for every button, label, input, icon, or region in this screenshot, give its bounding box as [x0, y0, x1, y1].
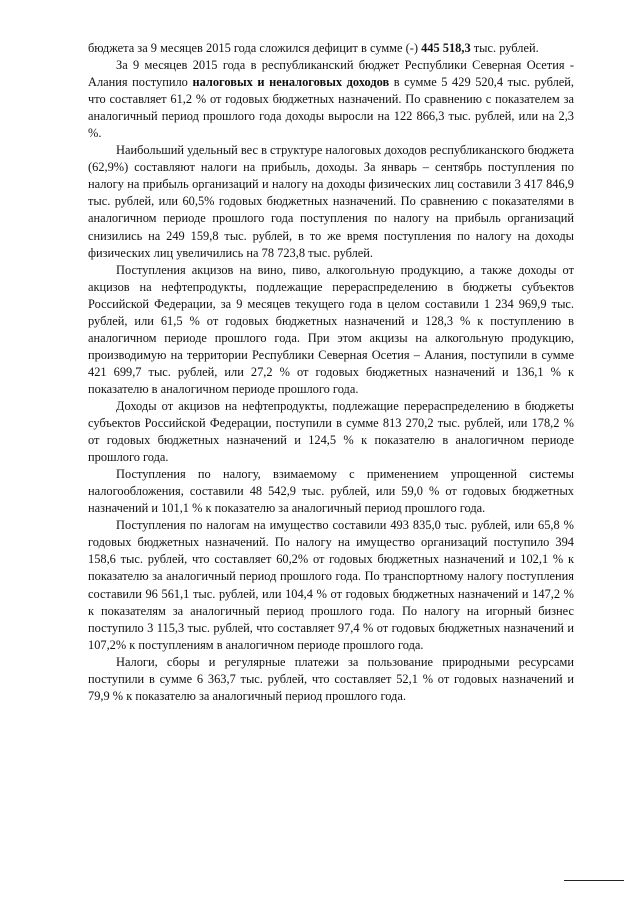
bold-text: 445 518,3	[421, 41, 471, 55]
paragraph-simplified-tax	[88, 466, 574, 517]
text-run: Поступления по налогам на имущество составили 493 835,0 тыс. рублей, или 65,8 % годовых бюджетных назначений. По налогу на имущество организаций поступило 394 158,6 тыс. рублей, что составляет 60,2% от годовых бюджетных назначений и 102,1 % к показателю за аналогичный период прошлого года. По транспортному налогу поступления составили 96 561,1 тыс. рублей, или 104,4 % от годовых бюджетных назначений и 147,2 % к показателям за аналогичный период прошлого года. По налогу на игорный бизнес поступило 3 115,3 тыс. рублей, что составляет 97,4 % от годовых бюджетных назначений и 107,2% к поступлениям в аналогичном периоде прошлого года.	[88, 518, 574, 652]
text-run: Доходы от акцизов на нефтепродукты, подлежащие перераспределению в бюджеты субъектов Российской Федерации, поступили в сумме 813 270,2 тыс. рублей, или 178,2 % от годовых бюджетных назначений и 124,5 % к показателю в аналогичном периоде прошлого года.	[88, 398, 574, 465]
paragraph-property-taxes	[88, 517, 574, 653]
text-run: За 9 месяцев 2015 года в республиканский бюджет Республики Северная Осетия - Алания поступило	[88, 58, 574, 90]
text-run: тыс. рублей.	[470, 41, 539, 55]
bold-text: налоговых и неналоговых доходов	[192, 75, 390, 90]
paragraph-deficit	[88, 40, 574, 57]
paragraph-profit-income-taxes	[88, 142, 574, 261]
paragraph-tax-revenues	[88, 57, 574, 142]
text-run: Налоги, сборы и регулярные платежи за пользование природными ресурсами поступили в сумме 6 363,7 тыс. рублей, что составляет 52,1 % от годовых назначений и 79,9 % к показателю за аналогичный период прошлого года.	[88, 654, 574, 703]
document-page	[88, 40, 574, 705]
text-run: Поступления по налогу, взимаемому с применением упрощенной системы налогообложения, составили 48 542,9 тыс. рублей, или 59,0 % от годовых бюджетных назначений и 101,1 % к показателю за аналогичный период прошлого года.	[88, 467, 574, 516]
text-run: в сумме 5 429 520,4 тыс. рублей, что составляет 61,2 % от годовых бюджетных назначений. По сравнению с показателем за аналогичный период прошлого года доходы выросли на 122 866,3 тыс. рублей, или на 2,3 %.	[88, 75, 575, 141]
paragraph-excise-alcohol	[88, 262, 574, 398]
text-run: Наибольший удельный вес в структуре налоговых доходов республиканского бюджета (62,9%) составляют налоги на прибыль, доходы. За январь – сентябрь поступления по налогу на прибыль организаций и налогу на доходы физических лиц составили 3 417 846,9 тыс. рублей, или 60,5% годовых бюджетных назначений. По сравнению с показателями в аналогичном периоде прошлого года поступления по налогу на прибыль организаций снизились на 249 159,8 тыс. рублей, в то же время поступления по налогу на доходы физических лиц увеличились на 78 723,8 тыс. рублей.	[88, 143, 574, 260]
footer-rule	[564, 880, 624, 881]
text-run: бюджета за 9 месяцев 2015 года сложился дефицит в сумме (-)	[88, 41, 422, 55]
paragraph-natural-resources	[88, 654, 574, 705]
paragraph-excise-petroleum	[88, 398, 574, 466]
text-run: Поступления акцизов на вино, пиво, алкогольную продукцию, а также доходы от акцизов на нефтепродукты, подлежащие перераспределению в бюджеты субъектов Российской Федерации, за 9 месяцев текущего года в целом составили 1 234 969,9 тыс. рублей, или 61,5 % от годовых бюджетных назначений и 128,3 % к поступлению в аналогичном периоде прошлого года. При этом акцизы на алкогольную продукцию, производимую на территории Республики Северная Осетия – Алания, поступили в сумме 421 699,7 тыс. рублей, или 27,2 % от годовых бюджетных назначений и 136,1 % к показателю в аналогичном периоде прошлого года.	[88, 262, 574, 396]
